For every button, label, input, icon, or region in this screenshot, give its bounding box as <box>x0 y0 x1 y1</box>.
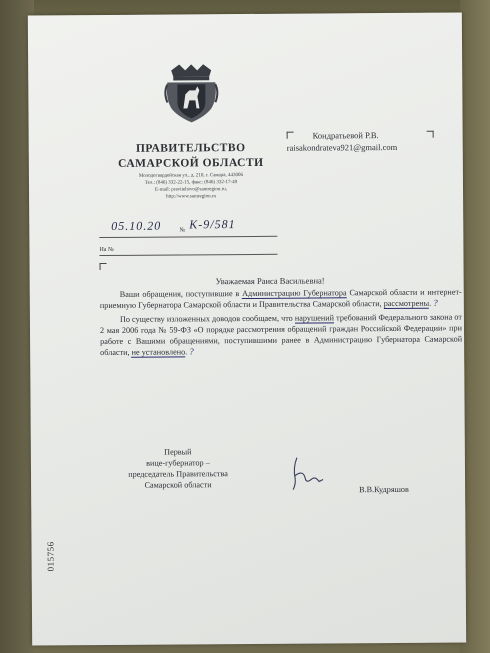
signer-title-line4: Самарской области <box>144 480 212 490</box>
signer-title-line3: председатель Правительства <box>128 469 228 479</box>
address-line: Молодогвардейская ул., д. 210, г. Самара, 443006 <box>138 173 243 179</box>
side-registration-number: 015756 <box>45 541 56 572</box>
reference-line <box>99 244 277 256</box>
samara-coat-of-arms-icon <box>163 62 219 124</box>
handwritten-question-mark: ? <box>189 346 194 357</box>
handwritten-number: К-9/581 <box>189 217 236 232</box>
signer-title-line2: вице-губернатор – <box>146 458 210 468</box>
salutation: Уважаемая Раиса Васильевна! <box>215 275 325 287</box>
text-corner-mark <box>100 263 107 270</box>
p1-end: . <box>429 298 432 308</box>
handwritten-date: 05.10.20 <box>111 218 162 233</box>
registration-line <box>99 217 277 238</box>
reference-label: На № <box>99 246 114 254</box>
organization-name <box>111 141 271 172</box>
p1-text-mid: Самарской области и интернет-приемную Губернатора Самарской области и Правительства Самарской области, <box>99 287 462 311</box>
org-name-line2: САМАРСКОЙ ОБЛАСТИ <box>118 156 264 170</box>
website-line: http://www.samregion.ru <box>166 194 217 200</box>
p2-text: По существу изложенных доводов сообщаем, что <box>119 313 295 324</box>
p2-underlined-2: не установлено <box>131 347 186 357</box>
p2-underlined-1: нарушений <box>294 313 335 323</box>
org-name-line1: ПРАВИТЕЛЬСТВО <box>135 142 246 155</box>
number-label: № <box>179 227 186 234</box>
letter-sheet <box>28 12 466 645</box>
organization-address <box>101 172 281 201</box>
p1-text: Ваши обращения, поступившие в <box>119 289 243 299</box>
recipient-name: Кондратьевой Р.В. <box>312 130 379 141</box>
signer-title <box>113 446 243 491</box>
recipient-corner-right <box>427 131 434 138</box>
paragraph-1 <box>100 287 462 312</box>
handwritten-question-mark: ? <box>433 297 438 308</box>
letter-body <box>100 287 462 362</box>
phone-line: Тел.: (846) 332-22-15, факс: (846) 332-17-49 <box>144 180 238 186</box>
recipient-email: raisakondrateva921@gmail.com <box>286 141 398 153</box>
recipient-corner-left <box>287 132 294 139</box>
paragraph-2 <box>100 311 462 358</box>
signer-title-line1: Первый <box>164 447 192 457</box>
signer-name: В.В.Кудряшов <box>359 484 409 495</box>
email-line: E-mail: pravitelstvo@samregion.ru, <box>155 187 228 193</box>
p1-underlined-1: Администрацию Губернатора <box>242 288 347 299</box>
p2-end: . <box>185 347 188 357</box>
p1-underlined-2: рассмотрены <box>383 298 430 309</box>
recipient-block <box>287 129 457 154</box>
p2-text-mid: требований Федерального закона от 2 мая 2006 года № 59-ФЗ «О порядке рассмотрения обращений граждан Российской Федерации» при работе с Вашими обращениями, поступившими ранее в Администрацию Губернатора Самарской области, <box>99 312 463 358</box>
handwritten-signature-icon <box>283 453 327 493</box>
